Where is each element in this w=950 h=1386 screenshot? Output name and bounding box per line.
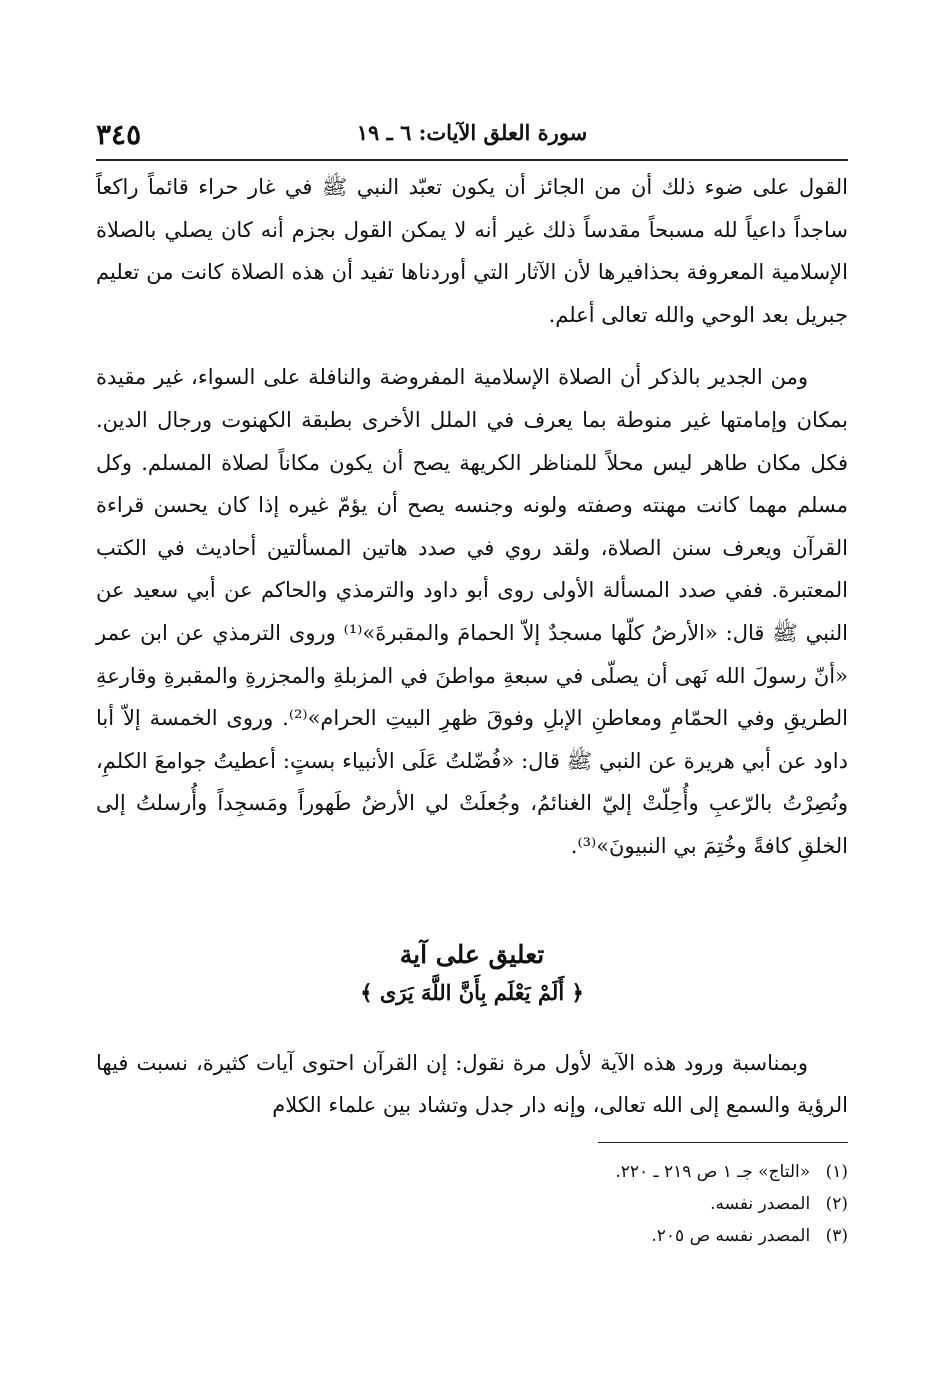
section-title: تعليق على آية bbox=[399, 940, 545, 969]
footnote bbox=[96, 1188, 848, 1220]
header-rule bbox=[96, 159, 848, 161]
page-header bbox=[96, 116, 848, 156]
footnote-number: (١) bbox=[825, 1162, 848, 1182]
main-text bbox=[96, 166, 848, 868]
paragraph: وبمناسبة ورود هذه الآية لأول مرة نقول: إن القرآن احتوى آيات كثيرة، نسبت فيها الرؤية والسمع إلى الله تعالى، وإنه دار جدل وتشاد بين علماء الكلام bbox=[96, 1051, 848, 1117]
footnote-number: (٢) bbox=[825, 1194, 848, 1214]
paragraph: القول على ضوء ذلك أن من الجائز أن يكون تعبّد النبي ﷺ في غار حراء قائماً راكعاً ساجداً داعياً لله مسبحاً مقدساً ذلك غير أنه لا يمكن القول بجزم أنه كان يصلي بالصلاة الإسلامية المعروفة بحذافيرها لأن الآثار التي أوردناها تفيد أن هذه الصلاة كانت من تعليم جبريل بعد الوحي والله تعالى أعلم. bbox=[96, 175, 848, 327]
paragraph: ومن الجدير بالذكر أن الصلاة الإسلامية المفروضة والنافلة على السواء، غير مقيدة بمكان وإمامتها غير منوطة بما يعرف في الملل الأخرى بطبقة الكهنوت ورجال الدين. فكل مكان طاهر ليس محلاً للمناظر الكريهة يصح أن يكون مكاناً لصلاة المسلم. وكل مسلم مهما كانت مهنته وصفته ولونه وجنسه يصح أن يؤمّ غيره إذا كان يحسن قراءة القرآن ويعرف سنن الصلاة، ولقد روي في صدد هاتين المسألتين أحاديث في الكتب المعتبرة. ففي صدد المسألة الأولى روى أبو داود والترمذي والحاكم عن أبي سعيد عن النبي ﷺ قال: «الأرضُ كلّها مسجدٌ إلاّ الحمامَ والمقبرةَ»⁽¹⁾ وروى الترمذي عن ابن عمر «أنّ رسولَ الله نَهى أن يصلّى في سبعةِ مواطنَ في المزبلةِ والمجزرةِ والمقبرةِ وقارعةِ الطريقِ وفي الحمّامِ ومعاطنِ الإبلِ وفوقَ ظهرِ البيتِ الحرام»⁽²⁾. وروى الخمسة إلاّ أبا داود عن أبي هريرة عن النبي ﷺ قال: «فُضّلتُ عَلَى الأنبياء بستٍ: أعطيتُ جوامعَ الكلمِ، ونُصِرْتُ بالرّعبِ وأُحِلّتْ إليّ الغنائمُ، وجُعلَتْ لي الأرضُ طَهوراً ومَسجِداً وأُرسلتُ إلى الخلقِ كافةً وخُتِمَ بي النبيونَ»⁽³⁾. bbox=[96, 365, 848, 858]
footnote-text: «التاج» جـ ١ ص ٢١٩ ـ ٢٢٠. bbox=[615, 1162, 811, 1182]
footnote-text: المصدر نفسه ص ٢٠٥. bbox=[651, 1226, 811, 1246]
closing-text bbox=[96, 1042, 848, 1126]
footnote-text: المصدر نفسه. bbox=[710, 1194, 811, 1214]
quran-verse: ﴿ أَلَمْ يَعْلَم بِأَنَّ اللَّهَ يَرَى ﴾ bbox=[360, 980, 584, 1005]
footnote-rule bbox=[598, 1142, 848, 1143]
page-number: ٣٤٥ bbox=[96, 118, 142, 151]
footnote-number: (٣) bbox=[825, 1226, 848, 1246]
footnote bbox=[96, 1220, 848, 1252]
footnotes bbox=[96, 1156, 848, 1252]
running-title: سورة العلق الآيات: ٦ ـ ١٩ bbox=[356, 120, 588, 145]
footnote bbox=[96, 1156, 848, 1188]
